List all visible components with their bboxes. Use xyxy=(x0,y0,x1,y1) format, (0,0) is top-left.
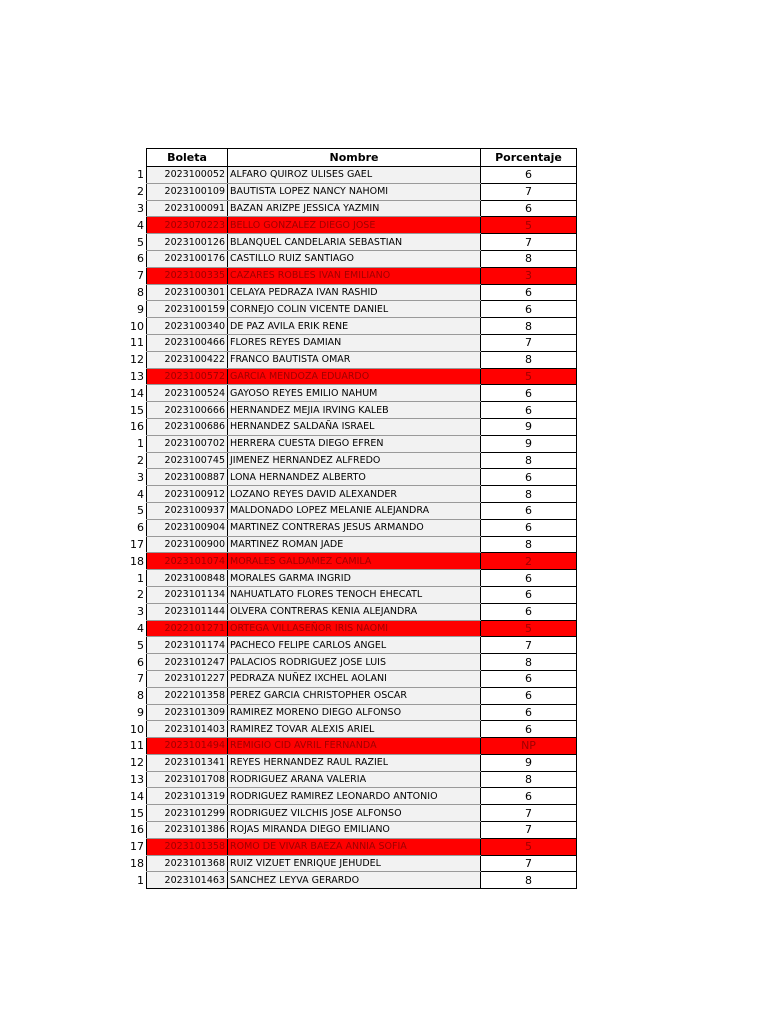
nombre-cell: PALACIOS RODRIGUEZ JOSE LUIS xyxy=(228,654,481,671)
boleta-cell: 2022101358 xyxy=(147,687,228,704)
table-row xyxy=(118,670,577,687)
table-row xyxy=(118,553,577,570)
row-index: 8 xyxy=(137,689,144,703)
row-index: 10 xyxy=(130,319,144,333)
table-row xyxy=(118,200,577,217)
porcentaje-cell: 7 xyxy=(481,855,577,872)
table-row xyxy=(118,721,577,738)
boleta-cell: 2023100301 xyxy=(147,284,228,301)
boleta-cell: 2023100572 xyxy=(147,368,228,385)
row-index: 3 xyxy=(137,605,144,619)
boleta-cell: 2023070223 xyxy=(147,217,228,234)
table-row xyxy=(118,217,577,234)
table-row xyxy=(118,368,577,385)
table-row xyxy=(118,234,577,251)
nombre-cell: DE PAZ AVILA ERIK RENE xyxy=(228,318,481,335)
nombre-cell: RODRIGUEZ ARANA VALERIA xyxy=(228,771,481,788)
boleta-cell: 2023100937 xyxy=(147,502,228,519)
porcentaje-cell: 9 xyxy=(481,435,577,452)
table-row xyxy=(118,637,577,654)
boleta-cell: 2023100052 xyxy=(147,167,228,184)
boleta-cell: 2023100109 xyxy=(147,183,228,200)
porcentaje-cell: 6 xyxy=(481,670,577,687)
row-index: 14 xyxy=(130,789,144,803)
porcentaje-cell: 9 xyxy=(481,418,577,435)
row-index: 13 xyxy=(130,773,144,787)
row-index: 5 xyxy=(137,504,144,518)
nombre-cell: PACHECO FELIPE CARLOS ANGEL xyxy=(228,637,481,654)
row-index: 2 xyxy=(137,185,144,199)
nombre-cell: ROMO DE VIVAR BAEZA ANNIA SOFIA xyxy=(228,838,481,855)
table-row xyxy=(118,418,577,435)
nombre-cell: ROJAS MIRANDA DIEGO EMILIANO xyxy=(228,822,481,839)
table-row xyxy=(118,771,577,788)
porcentaje-cell: 6 xyxy=(481,402,577,419)
row-index: 8 xyxy=(137,285,144,299)
row-index: 2 xyxy=(137,453,144,467)
nombre-cell: BAZAN ARIZPE JESSICA YAZMIN xyxy=(228,200,481,217)
row-index: 16 xyxy=(130,823,144,837)
nombre-cell: MALDONADO LOPEZ MELANIE ALEJANDRA xyxy=(228,502,481,519)
porcentaje-cell: 6 xyxy=(481,301,577,318)
row-index: 17 xyxy=(130,537,144,551)
porcentaje-cell: 6 xyxy=(481,586,577,603)
nombre-cell: CELAYA PEDRAZA IVAN RASHID xyxy=(228,284,481,301)
porcentaje-cell: 6 xyxy=(481,385,577,402)
table-row xyxy=(118,519,577,536)
boleta-cell: 2023101386 xyxy=(147,822,228,839)
boleta-cell: 2023100422 xyxy=(147,351,228,368)
boleta-cell: 2023101358 xyxy=(147,838,228,855)
row-index: 16 xyxy=(130,420,144,434)
boleta-cell: 2023101463 xyxy=(147,872,228,889)
boleta-cell: 2023100126 xyxy=(147,234,228,251)
porcentaje-cell: 7 xyxy=(481,183,577,200)
porcentaje-cell: 8 xyxy=(481,486,577,503)
porcentaje-cell: 8 xyxy=(481,452,577,469)
boleta-cell: 2023100335 xyxy=(147,267,228,284)
row-index: 7 xyxy=(137,672,144,686)
porcentaje-cell: 9 xyxy=(481,754,577,771)
boleta-cell: 2023100745 xyxy=(147,452,228,469)
boleta-cell: 2023101368 xyxy=(147,855,228,872)
row-index: 11 xyxy=(130,739,144,753)
nombre-cell: FLORES REYES DAMIAN xyxy=(228,334,481,351)
boleta-cell: 2023100666 xyxy=(147,402,228,419)
nombre-cell: ORTEGA VILLASEÑOR IRIS NAOMI xyxy=(228,620,481,637)
nombre-cell: BAUTISTA LOPEZ NANCY NAHOMI xyxy=(228,183,481,200)
porcentaje-cell: 5 xyxy=(481,217,577,234)
boleta-cell: 2023101319 xyxy=(147,788,228,805)
boleta-cell: 2023101074 xyxy=(147,553,228,570)
porcentaje-cell: 3 xyxy=(481,267,577,284)
grades-table xyxy=(118,148,577,889)
table-row xyxy=(118,250,577,267)
porcentaje-cell: 7 xyxy=(481,822,577,839)
table-row xyxy=(118,738,577,755)
nombre-cell: HERNANDEZ SALDAÑA ISRAEL xyxy=(228,418,481,435)
boleta-cell: 2023100159 xyxy=(147,301,228,318)
row-index: 11 xyxy=(130,336,144,350)
table-row xyxy=(118,334,577,351)
table-row xyxy=(118,536,577,553)
porcentaje-cell: 6 xyxy=(481,519,577,536)
porcentaje-cell: 7 xyxy=(481,234,577,251)
row-index: 6 xyxy=(137,655,144,669)
nombre-cell: MORALES GARMA INGRID xyxy=(228,570,481,587)
table-row xyxy=(118,385,577,402)
table-row xyxy=(118,570,577,587)
boleta-cell: 2023100904 xyxy=(147,519,228,536)
porcentaje-cell: 7 xyxy=(481,805,577,822)
boleta-cell: 2023101494 xyxy=(147,738,228,755)
index-column-header xyxy=(118,149,147,167)
porcentaje-cell: NP xyxy=(481,738,577,755)
row-index: 5 xyxy=(137,638,144,652)
table-row xyxy=(118,318,577,335)
row-index: 10 xyxy=(130,722,144,736)
porcentaje-cell: 5 xyxy=(481,368,577,385)
row-index: 3 xyxy=(137,201,144,215)
nombre-cell: ALFARO QUIROZ ULISES GAEL xyxy=(228,167,481,184)
boleta-cell: 2023101341 xyxy=(147,754,228,771)
nombre-cell: RODRIGUEZ VILCHIS JOSE ALFONSO xyxy=(228,805,481,822)
nombre-cell: MARTINEZ CONTRERAS JESUS ARMANDO xyxy=(228,519,481,536)
nombre-cell: LOZANO REYES DAVID ALEXANDER xyxy=(228,486,481,503)
nombre-cell: CORNEJO COLIN VICENTE DANIEL xyxy=(228,301,481,318)
row-index: 17 xyxy=(130,840,144,854)
nombre-cell: OLVERA CONTRERAS KENIA ALEJANDRA xyxy=(228,603,481,620)
nombre-cell: PEREZ GARCIA CHRISTOPHER OSCAR xyxy=(228,687,481,704)
porcentaje-cell: 8 xyxy=(481,318,577,335)
table-row xyxy=(118,486,577,503)
table-row xyxy=(118,284,577,301)
table-row xyxy=(118,267,577,284)
nombre-cell: BLANQUEL CANDELARIA SEBASTIAN xyxy=(228,234,481,251)
row-index: 1 xyxy=(137,168,144,182)
row-index: 13 xyxy=(130,369,144,383)
row-index: 5 xyxy=(137,235,144,249)
row-index: 18 xyxy=(130,554,144,568)
boleta-cell: 2023100912 xyxy=(147,486,228,503)
porcentaje-cell: 5 xyxy=(481,620,577,637)
porcentaje-cell: 6 xyxy=(481,200,577,217)
boleta-cell: 2023101134 xyxy=(147,586,228,603)
header-row xyxy=(118,149,577,167)
table-row xyxy=(118,838,577,855)
table-row xyxy=(118,704,577,721)
boleta-cell: 2023101309 xyxy=(147,704,228,721)
nombre-cell: GAYOSO REYES EMILIO NAHUM xyxy=(228,385,481,402)
nombre-cell: MARTINEZ ROMAN JADE xyxy=(228,536,481,553)
boleta-cell: 2023100176 xyxy=(147,250,228,267)
boleta-cell: 2023101174 xyxy=(147,637,228,654)
table-row xyxy=(118,452,577,469)
table-row xyxy=(118,654,577,671)
nombre-cell: NAHUATLATO FLORES TENOCH EHECATL xyxy=(228,586,481,603)
boleta-cell: 2023100524 xyxy=(147,385,228,402)
row-index: 1 xyxy=(137,437,144,451)
row-index: 6 xyxy=(137,521,144,535)
table-row xyxy=(118,872,577,889)
row-index: 4 xyxy=(137,487,144,501)
porcentaje-cell: 6 xyxy=(481,788,577,805)
table-row xyxy=(118,822,577,839)
table-row xyxy=(118,301,577,318)
boleta-cell: 2023101144 xyxy=(147,603,228,620)
porcentaje-cell: 6 xyxy=(481,167,577,184)
table-body xyxy=(118,167,577,889)
nombre-cell: RUIZ VIZUET ENRIQUE JEHUDEL xyxy=(228,855,481,872)
table-row xyxy=(118,351,577,368)
nombre-cell: FRANCO BAUTISTA OMAR xyxy=(228,351,481,368)
boleta-header: Boleta xyxy=(147,149,228,167)
table-row xyxy=(118,687,577,704)
boleta-cell: 2023100686 xyxy=(147,418,228,435)
nombre-header: Nombre xyxy=(228,149,481,167)
table-row xyxy=(118,788,577,805)
row-index: 1 xyxy=(137,571,144,585)
boleta-cell: 2023100091 xyxy=(147,200,228,217)
row-index: 14 xyxy=(130,386,144,400)
boleta-cell: 2023101247 xyxy=(147,654,228,671)
row-index: 7 xyxy=(137,269,144,283)
porcentaje-cell: 6 xyxy=(481,603,577,620)
nombre-cell: GARCIA MENDOZA EDUARDO xyxy=(228,368,481,385)
nombre-cell: HERNANDEZ MEJIA IRVING KALEB xyxy=(228,402,481,419)
boleta-cell: 2023101708 xyxy=(147,771,228,788)
nombre-cell: PEDRAZA NUÑEZ IXCHEL AOLANI xyxy=(228,670,481,687)
row-index: 15 xyxy=(130,806,144,820)
porcentaje-header: Porcentaje xyxy=(481,149,577,167)
porcentaje-cell: 6 xyxy=(481,687,577,704)
row-index: 12 xyxy=(130,353,144,367)
porcentaje-cell: 2 xyxy=(481,553,577,570)
row-index: 15 xyxy=(130,403,144,417)
boleta-cell: 2023100848 xyxy=(147,570,228,587)
nombre-cell: RAMIREZ MORENO DIEGO ALFONSO xyxy=(228,704,481,721)
porcentaje-cell: 5 xyxy=(481,838,577,855)
nombre-cell: REYES HERNANDEZ RAUL RAZIEL xyxy=(228,754,481,771)
nombre-cell: CAZARES ROBLES IVAN EMILIANO xyxy=(228,267,481,284)
porcentaje-cell: 6 xyxy=(481,502,577,519)
table-row xyxy=(118,502,577,519)
nombre-cell: SANCHEZ LEYVA GERARDO xyxy=(228,872,481,889)
nombre-cell: RODRIGUEZ RAMIREZ LEONARDO ANTONIO xyxy=(228,788,481,805)
porcentaje-cell: 7 xyxy=(481,637,577,654)
row-index: 9 xyxy=(137,302,144,316)
table-row xyxy=(118,167,577,184)
boleta-cell: 2023100887 xyxy=(147,469,228,486)
row-index: 6 xyxy=(137,252,144,266)
nombre-cell: LONA HERNANDEZ ALBERTO xyxy=(228,469,481,486)
porcentaje-cell: 8 xyxy=(481,872,577,889)
table-row xyxy=(118,402,577,419)
row-index: 4 xyxy=(137,621,144,635)
row-index: 9 xyxy=(137,705,144,719)
nombre-cell: MORALES GALDAMEZ CAMILA xyxy=(228,553,481,570)
porcentaje-cell: 8 xyxy=(481,351,577,368)
boleta-cell: 2022101271 xyxy=(147,620,228,637)
porcentaje-cell: 6 xyxy=(481,469,577,486)
boleta-cell: 2023101299 xyxy=(147,805,228,822)
table-row xyxy=(118,805,577,822)
table-row xyxy=(118,586,577,603)
row-index: 4 xyxy=(137,218,144,232)
nombre-cell: RAMIREZ TOVAR ALEXIS ARIEL xyxy=(228,721,481,738)
porcentaje-cell: 8 xyxy=(481,771,577,788)
boleta-cell: 2023101227 xyxy=(147,670,228,687)
porcentaje-cell: 8 xyxy=(481,536,577,553)
porcentaje-cell: 8 xyxy=(481,250,577,267)
nombre-cell: HERRERA CUESTA DIEGO EFREN xyxy=(228,435,481,452)
row-index: 3 xyxy=(137,470,144,484)
nombre-cell: CASTILLO RUIZ SANTIAGO xyxy=(228,250,481,267)
table-row xyxy=(118,603,577,620)
nombre-cell: JIMENEZ HERNANDEZ ALFREDO xyxy=(228,452,481,469)
boleta-cell: 2023100340 xyxy=(147,318,228,335)
boleta-cell: 2023100900 xyxy=(147,536,228,553)
nombre-cell: BELLO GONZALEZ DIEGO JOSE xyxy=(228,217,481,234)
table-row xyxy=(118,754,577,771)
row-index: 18 xyxy=(130,857,144,871)
boleta-cell: 2023101403 xyxy=(147,721,228,738)
porcentaje-cell: 8 xyxy=(481,654,577,671)
porcentaje-cell: 6 xyxy=(481,570,577,587)
porcentaje-cell: 6 xyxy=(481,721,577,738)
nombre-cell: REMIGIO CID AVRIL FERNANDA xyxy=(228,738,481,755)
row-index: 1 xyxy=(137,873,144,887)
table-row xyxy=(118,855,577,872)
boleta-cell: 2023100466 xyxy=(147,334,228,351)
table-row xyxy=(118,620,577,637)
table-row xyxy=(118,183,577,200)
row-index: 12 xyxy=(130,756,144,770)
porcentaje-cell: 6 xyxy=(481,284,577,301)
porcentaje-cell: 7 xyxy=(481,334,577,351)
porcentaje-cell: 6 xyxy=(481,704,577,721)
table-row xyxy=(118,435,577,452)
boleta-cell: 2023100702 xyxy=(147,435,228,452)
row-index: 2 xyxy=(137,588,144,602)
table-row xyxy=(118,469,577,486)
